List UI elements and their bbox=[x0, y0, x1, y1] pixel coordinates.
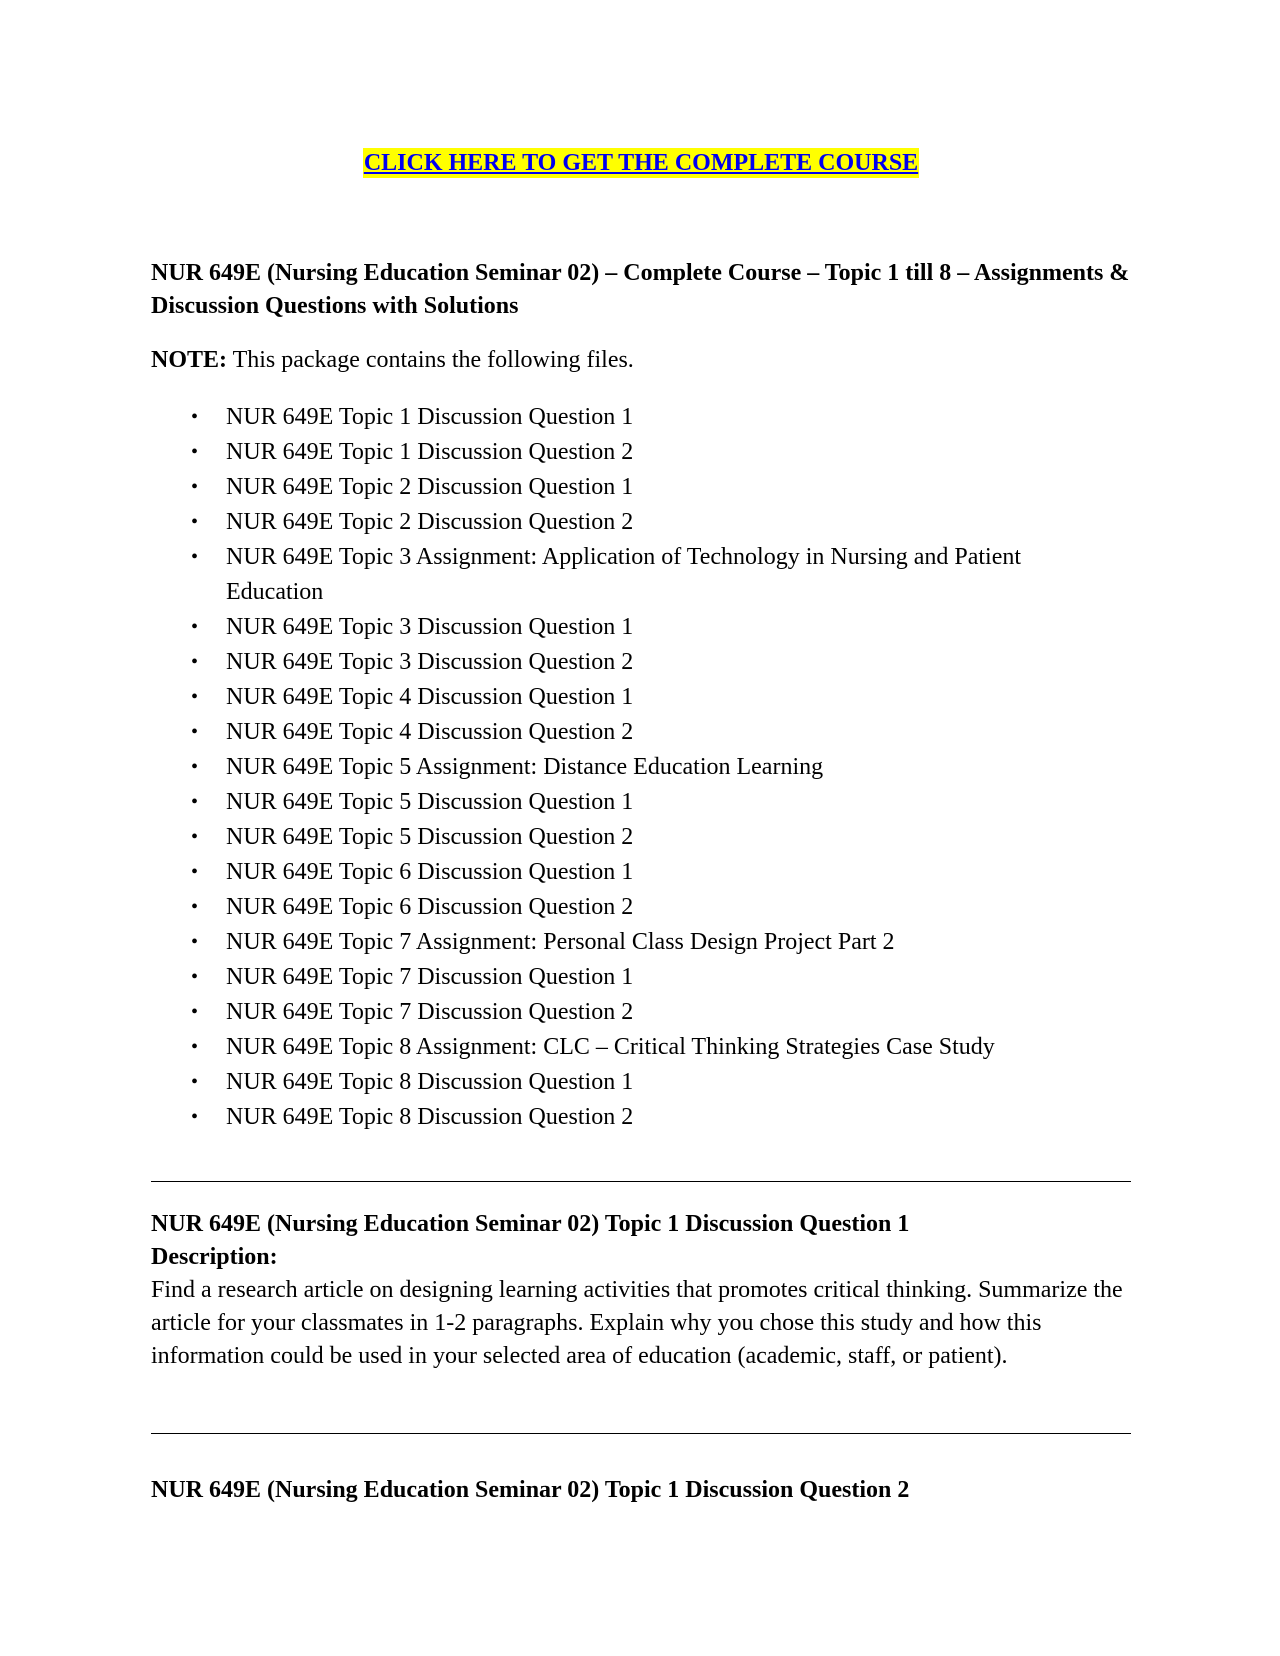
note-label: NOTE: bbox=[151, 347, 228, 373]
list-item bbox=[151, 960, 1131, 995]
list-item-text: NUR 649E Topic 8 Discussion Question 1 bbox=[226, 1069, 634, 1095]
list-item-text: NUR 649E Topic 5 Discussion Question 2 bbox=[226, 824, 634, 850]
bullet-icon: • bbox=[191, 966, 199, 988]
list-item-text: NUR 649E Topic 7 Assignment: Personal Class Design Project Part 2 bbox=[226, 929, 895, 955]
list-item bbox=[151, 1065, 1131, 1100]
list-item-text: NUR 649E Topic 2 Discussion Question 2 bbox=[226, 509, 634, 535]
list-item-text: NUR 649E Topic 7 Discussion Question 2 bbox=[226, 999, 634, 1025]
list-item-text: NUR 649E Topic 8 Assignment: CLC – Critical Thinking Strategies Case Study bbox=[226, 1034, 995, 1060]
description-text: Find a research article on designing learning activities that promotes critical thinking. Summarize the article for your classmates in 1-2 paragraphs. Explain why you chose this study and how this information could be used in your selected area of education (academic, staff, or patient). bbox=[151, 1277, 1123, 1369]
list-item bbox=[151, 1100, 1131, 1135]
bullet-icon: • bbox=[191, 1106, 199, 1128]
list-item-text: NUR 649E Topic 8 Discussion Question 2 bbox=[226, 1104, 634, 1130]
bullet-icon: • bbox=[191, 931, 199, 953]
horizontal-divider bbox=[151, 1181, 1131, 1182]
list-item-text: NUR 649E Topic 3 Discussion Question 1 bbox=[226, 614, 634, 640]
list-item-text: NUR 649E Topic 3 Assignment: Application of Technology in Nursing and Patient Education bbox=[226, 544, 1022, 605]
list-item bbox=[151, 925, 1131, 960]
list-item-text: NUR 649E Topic 5 Assignment: Distance Education Learning bbox=[226, 754, 824, 780]
bullet-icon: • bbox=[191, 546, 199, 568]
list-item bbox=[151, 645, 1131, 680]
horizontal-divider bbox=[151, 1433, 1131, 1434]
list-item bbox=[151, 715, 1131, 750]
list-item-text: NUR 649E Topic 5 Discussion Question 1 bbox=[226, 789, 634, 815]
file-list bbox=[151, 400, 1131, 1135]
bullet-icon: • bbox=[191, 826, 199, 848]
list-item-text: NUR 649E Topic 2 Discussion Question 1 bbox=[226, 474, 634, 500]
bullet-icon: • bbox=[191, 616, 199, 638]
bullet-icon: • bbox=[191, 791, 199, 813]
bullet-icon: • bbox=[191, 511, 199, 533]
list-item-text: NUR 649E Topic 6 Discussion Question 1 bbox=[226, 859, 634, 885]
bullet-icon: • bbox=[191, 406, 199, 428]
list-item-text: NUR 649E Topic 3 Discussion Question 2 bbox=[226, 649, 634, 675]
list-item bbox=[151, 470, 1131, 505]
note-text: This package contains the following files. bbox=[227, 347, 634, 373]
list-item bbox=[151, 505, 1131, 540]
list-item bbox=[151, 680, 1131, 715]
cta-container bbox=[151, 148, 1131, 178]
bullet-icon: • bbox=[191, 721, 199, 743]
list-item-text: NUR 649E Topic 7 Discussion Question 1 bbox=[226, 964, 634, 990]
bullet-icon: • bbox=[191, 1071, 199, 1093]
bullet-icon: • bbox=[191, 686, 199, 708]
bullet-icon: • bbox=[191, 651, 199, 673]
list-item-text: NUR 649E Topic 1 Discussion Question 2 bbox=[226, 439, 634, 465]
bullet-icon: • bbox=[191, 1036, 199, 1058]
list-item bbox=[151, 435, 1131, 470]
list-item-text: NUR 649E Topic 4 Discussion Question 1 bbox=[226, 684, 634, 710]
list-item bbox=[151, 1030, 1131, 1065]
list-item bbox=[151, 610, 1131, 645]
list-item bbox=[151, 890, 1131, 925]
list-item bbox=[151, 820, 1131, 855]
list-item bbox=[151, 855, 1131, 890]
complete-course-link[interactable]: CLICK HERE TO GET THE COMPLETE COURSE bbox=[363, 150, 919, 176]
bullet-icon: • bbox=[191, 896, 199, 918]
description-label: Description: bbox=[151, 1244, 278, 1270]
list-item-text: NUR 649E Topic 4 Discussion Question 2 bbox=[226, 719, 634, 745]
section-heading: NUR 649E (Nursing Education Seminar 02) Topic 1 Discussion Question 1 bbox=[151, 1211, 910, 1237]
list-item-text: NUR 649E Topic 6 Discussion Question 2 bbox=[226, 894, 634, 920]
bullet-icon: • bbox=[191, 861, 199, 883]
note-paragraph bbox=[151, 344, 1131, 377]
bullet-icon: • bbox=[191, 1001, 199, 1023]
list-item bbox=[151, 750, 1131, 785]
document-title: NUR 649E (Nursing Education Seminar 02) – Complete Course – Topic 1 till 8 – Assignments & Discussion Questions with Solutions bbox=[151, 260, 1130, 319]
list-item bbox=[151, 995, 1131, 1030]
list-item bbox=[151, 400, 1131, 435]
bullet-icon: • bbox=[191, 476, 199, 498]
bullet-icon: • bbox=[191, 441, 199, 463]
section-heading: NUR 649E (Nursing Education Seminar 02) Topic 1 Discussion Question 2 bbox=[151, 1477, 910, 1503]
list-item-text: NUR 649E Topic 1 Discussion Question 1 bbox=[226, 404, 634, 430]
list-item bbox=[151, 540, 1131, 610]
bullet-icon: • bbox=[191, 756, 199, 778]
list-item bbox=[151, 785, 1131, 820]
